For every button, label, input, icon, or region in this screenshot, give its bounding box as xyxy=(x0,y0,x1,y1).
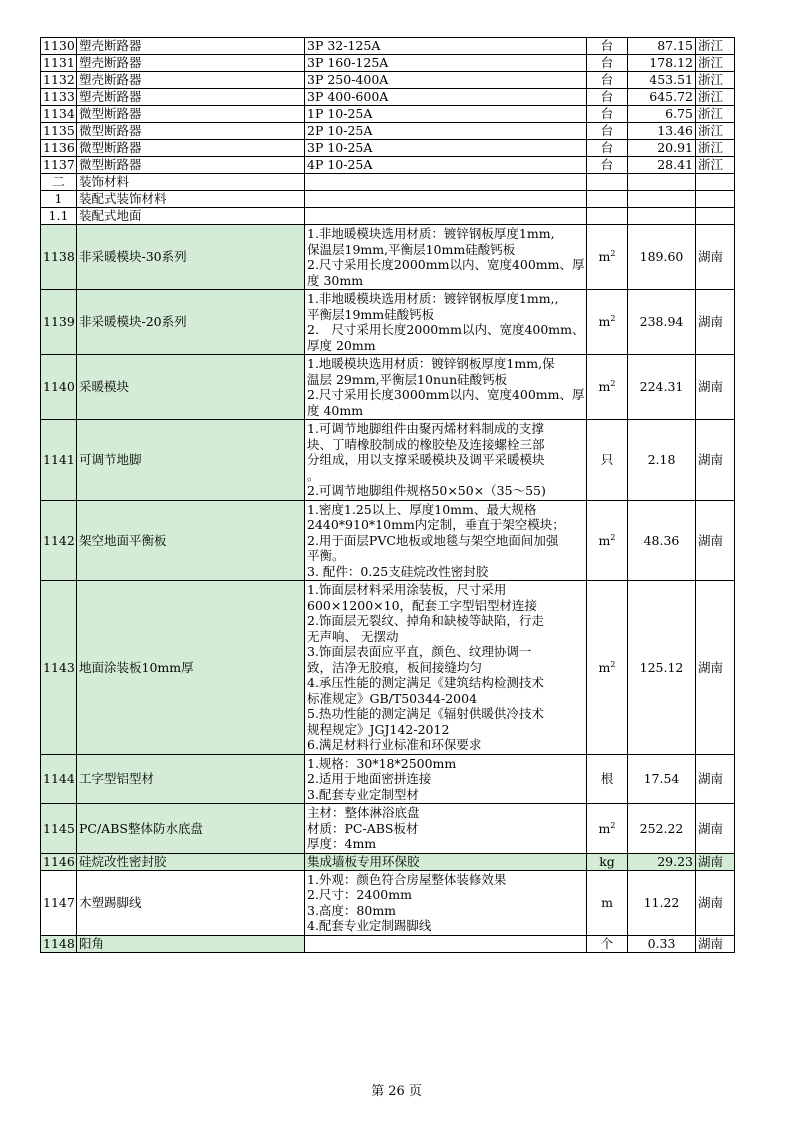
unit-exponent: 2 xyxy=(610,379,616,389)
row-spec xyxy=(305,420,587,501)
unit-exponent: 2 xyxy=(610,659,616,669)
spec-line: 2440*910*10mm内定制，垂直于架空模块； xyxy=(307,517,565,532)
spec-line: 保温层19mm,平衡层10mm硅酸钙板 xyxy=(307,241,516,257)
spec-line: 致，洁净无胶痕，板间接缝均匀 xyxy=(307,659,483,675)
row-name: 工字型铝型材 xyxy=(77,754,305,804)
row-spec xyxy=(305,500,587,581)
row-id: 1136 xyxy=(41,140,77,157)
row-price: 178.12 xyxy=(628,55,696,72)
row-origin: 湖南 xyxy=(696,420,735,501)
row-id: 1144 xyxy=(41,754,77,804)
table-row xyxy=(41,157,735,174)
row-origin: 湖南 xyxy=(696,290,735,355)
unit-text: m xyxy=(598,532,611,548)
row-spec: 4P 10-25A xyxy=(305,157,587,174)
row-origin: 湖南 xyxy=(696,870,735,935)
row-spec xyxy=(305,804,587,854)
row-price: 453.51 xyxy=(628,72,696,89)
spec-line: 2.可调节地脚组件规格50×50×（35〜55) xyxy=(307,483,546,498)
row-id: 1143 xyxy=(41,581,77,755)
row-price: 48.36 xyxy=(628,500,696,581)
unit-text: 只 xyxy=(600,452,614,467)
spec-line: 3. 配件：0.25支硅烷改性密封胶 xyxy=(307,563,489,579)
spec-line: 度 40mm xyxy=(307,402,364,418)
row-spec xyxy=(305,355,587,420)
table-row xyxy=(41,754,735,804)
table-row xyxy=(41,225,735,290)
table-row xyxy=(41,500,735,581)
table-row xyxy=(41,72,735,89)
row-price: 252.22 xyxy=(628,804,696,854)
spec-line: 4.配套专业定制踢脚线 xyxy=(307,918,432,933)
row-name: 非采暖模块-20系列 xyxy=(77,290,305,355)
section-number: 1 xyxy=(41,191,77,208)
unit-text: 根 xyxy=(600,771,614,786)
section-row xyxy=(41,174,735,191)
unit-exponent: 2 xyxy=(610,532,616,542)
row-price: 28.41 xyxy=(628,157,696,174)
row-price: 224.31 xyxy=(628,355,696,420)
row-origin: 浙江 xyxy=(696,89,735,106)
row-unit: 个 xyxy=(587,935,628,952)
row-origin: 湖南 xyxy=(696,804,735,854)
spec-line: 分组成，用以支撑采暖模块及调平采暖模块 xyxy=(307,452,545,467)
table-row xyxy=(41,140,735,157)
spec-line: 1.外观：颜色符合房屋整体装修效果 xyxy=(307,871,507,887)
spec-line: 2.适用于地面密拼连接 xyxy=(307,771,432,786)
section-title: 装饰材料 xyxy=(77,174,305,191)
spec-line: 平衡。 xyxy=(307,548,345,563)
section-number: 1.1 xyxy=(41,208,77,225)
row-spec: 1P 10-25A xyxy=(305,106,587,123)
table-row xyxy=(41,38,735,55)
row-name: 木塑踢脚线 xyxy=(77,870,305,935)
row-unit: 台 xyxy=(587,89,628,106)
row-id: 1133 xyxy=(41,89,77,106)
row-price: 29.23 xyxy=(628,853,696,870)
row-unit: 台 xyxy=(587,106,628,123)
row-unit xyxy=(587,581,628,755)
row-unit xyxy=(587,754,628,804)
table-row xyxy=(41,106,735,123)
spec-line: 标准规定》GB/T50344-2004 xyxy=(307,690,478,706)
row-unit: 台 xyxy=(587,157,628,174)
row-id: 1130 xyxy=(41,38,77,55)
table-row xyxy=(41,581,735,755)
row-price: 125.12 xyxy=(628,581,696,755)
row-id: 1138 xyxy=(41,225,77,290)
spec-line: 无声响、 无摆动 xyxy=(307,628,399,644)
row-unit: kg xyxy=(587,853,628,870)
row-unit: 台 xyxy=(587,72,628,89)
row-id: 1140 xyxy=(41,355,77,420)
row-spec: 3P 10-25A xyxy=(305,140,587,157)
row-id: 1148 xyxy=(41,935,77,952)
row-name: 硅烷改性密封胶 xyxy=(77,853,305,870)
unit-text: m xyxy=(598,314,611,330)
spec-line: 3.饰面层表面应平直，颜色、纹理协调一 xyxy=(307,644,532,659)
row-price: 6.75 xyxy=(628,106,696,123)
row-unit xyxy=(587,355,628,420)
row-name: 地面涂装板10mm厚 xyxy=(77,581,305,755)
table-row xyxy=(41,123,735,140)
unit-exponent: 2 xyxy=(610,249,616,259)
spec-line: 2.尺寸采用长度3000mm以内、宽度400mm、厚 xyxy=(307,387,585,402)
row-name: PC/ABS整体防水底盘 xyxy=(77,804,305,854)
row-name: 微型断路器 xyxy=(77,106,305,123)
unit-text: m xyxy=(598,820,611,836)
row-price: 0.33 xyxy=(628,935,696,952)
spec-line: 2.饰面层无裂纹、掉角和缺棱等缺陷，行走 xyxy=(307,613,544,628)
row-spec xyxy=(305,581,587,755)
spec-line: 块、丁晴橡胶制成的橡胶垫及连接螺栓三部 xyxy=(307,436,545,452)
spec-line: 4.承压性能的测定满足《建筑结构检测技术 xyxy=(307,675,544,690)
row-spec: 3P 250-400A xyxy=(305,72,587,89)
row-price: 645.72 xyxy=(628,89,696,106)
row-spec xyxy=(305,870,587,935)
row-origin: 湖南 xyxy=(696,581,735,755)
row-price: 2.18 xyxy=(628,420,696,501)
row-price: 11.22 xyxy=(628,870,696,935)
spec-line: 5.热功性能的测定满足《辐射供暖供冷技术 xyxy=(307,706,544,721)
row-spec: 3P 160-125A xyxy=(305,55,587,72)
row-id: 1142 xyxy=(41,500,77,581)
row-name: 微型断路器 xyxy=(77,140,305,157)
section-number: 二 xyxy=(41,174,77,191)
row-origin: 浙江 xyxy=(696,55,735,72)
section-row xyxy=(41,191,735,208)
row-id: 1132 xyxy=(41,72,77,89)
section-row xyxy=(41,208,735,225)
row-origin: 浙江 xyxy=(696,140,735,157)
unit-text: m xyxy=(598,659,611,675)
row-unit: m xyxy=(587,870,628,935)
spec-line: 1.非地暖模块选用材质：镀锌钢板厚度1mm, xyxy=(307,226,555,241)
spec-line: 3.配套专业定制型材 xyxy=(307,786,419,802)
page-number: 第 26 页 xyxy=(371,1084,422,1099)
table-row xyxy=(41,89,735,106)
row-unit xyxy=(587,225,628,290)
row-spec xyxy=(305,225,587,290)
spec-line: 温层 29mm,平衡层10nun硅酸钙板 xyxy=(307,371,508,387)
row-price: 238.94 xyxy=(628,290,696,355)
row-price: 87.15 xyxy=(628,38,696,55)
row-name: 塑壳断路器 xyxy=(77,38,305,55)
row-name: 架空地面平衡板 xyxy=(77,500,305,581)
row-id: 1145 xyxy=(41,804,77,854)
spec-line: 3.高度：80mm xyxy=(307,902,397,918)
row-origin: 湖南 xyxy=(696,225,735,290)
spec-line: 度 30mm xyxy=(307,272,364,288)
row-spec xyxy=(305,754,587,804)
spec-line: 2.尺寸采用长度2000mm以内、宽度400mm、厚 xyxy=(307,257,585,272)
row-name: 塑壳断路器 xyxy=(77,72,305,89)
table-row xyxy=(41,935,735,952)
spec-line: 1.非地暖模块选用材质：镀锌钢板厚度1mm,, xyxy=(307,291,559,306)
spec-line: 2. 尺寸采用长度2000mm以内、宽度400mm、 xyxy=(307,322,585,337)
row-name: 可调节地脚 xyxy=(77,420,305,501)
unit-text: m xyxy=(598,379,611,395)
spec-line: 厚度 20mm xyxy=(307,337,376,353)
row-name: 非采暖模块-30系列 xyxy=(77,225,305,290)
spec-line: 1.可调节地脚组件由聚丙烯材料制成的支撑 xyxy=(307,421,544,436)
section-title: 装配式地面 xyxy=(77,208,305,225)
spec-line: 主材：整体淋浴底盘 xyxy=(307,805,420,820)
row-unit: 台 xyxy=(587,55,628,72)
row-origin: 浙江 xyxy=(696,72,735,89)
unit-exponent: 2 xyxy=(610,820,616,830)
section-title: 装配式装饰材料 xyxy=(77,191,305,208)
row-unit xyxy=(587,420,628,501)
row-id: 1141 xyxy=(41,420,77,501)
row-origin: 湖南 xyxy=(696,935,735,952)
row-unit xyxy=(587,500,628,581)
row-spec: 2P 10-25A xyxy=(305,123,587,140)
row-id: 1137 xyxy=(41,157,77,174)
row-name: 塑壳断路器 xyxy=(77,89,305,106)
row-id: 1146 xyxy=(41,853,77,870)
row-origin: 湖南 xyxy=(696,754,735,804)
spec-line: 1.地暖模块选用材质：镀锌钢板厚度1mm,保 xyxy=(307,356,555,371)
row-id: 1131 xyxy=(41,55,77,72)
spec-line: 1.饰面层材料采用涂装板，尺寸采用 xyxy=(307,582,507,597)
row-id: 1139 xyxy=(41,290,77,355)
spec-line: 2.尺寸：2400mm xyxy=(307,887,412,902)
row-name: 采暖模块 xyxy=(77,355,305,420)
row-price: 189.60 xyxy=(628,225,696,290)
row-spec: 3P 32-125A xyxy=(305,38,587,55)
row-origin: 湖南 xyxy=(696,355,735,420)
spec-line: 600×1200×10，配套工字型铝型材连接 xyxy=(307,597,538,613)
row-price: 13.46 xyxy=(628,123,696,140)
table-row xyxy=(41,804,735,854)
table-row xyxy=(41,55,735,72)
row-spec: 集成墙板专用环保胶 xyxy=(305,853,587,870)
table-row xyxy=(41,870,735,935)
row-name: 微型断路器 xyxy=(77,123,305,140)
row-unit xyxy=(587,290,628,355)
row-spec xyxy=(305,935,587,952)
row-origin: 浙江 xyxy=(696,106,735,123)
row-id: 1134 xyxy=(41,106,77,123)
row-name: 微型断路器 xyxy=(77,157,305,174)
row-origin: 浙江 xyxy=(696,123,735,140)
row-spec xyxy=(305,290,587,355)
row-unit: 台 xyxy=(587,140,628,157)
row-id: 1135 xyxy=(41,123,77,140)
row-spec: 3P 400-600A xyxy=(305,89,587,106)
spec-line: 1.规格：30*18*2500mm xyxy=(307,755,457,771)
unit-exponent: 2 xyxy=(610,314,616,324)
spec-line: 规程规定》JGJ142-2012 xyxy=(307,721,450,737)
unit-text: m xyxy=(598,249,611,265)
row-price: 17.54 xyxy=(628,754,696,804)
table-row xyxy=(41,290,735,355)
spec-line: 。 xyxy=(307,467,320,483)
spec-line: 厚度：4mm xyxy=(307,836,377,851)
price-table xyxy=(40,37,735,953)
row-unit xyxy=(587,804,628,854)
spec-line: 平衡层19mm硅酸钙板 xyxy=(307,306,435,322)
row-price: 20.91 xyxy=(628,140,696,157)
table-row xyxy=(41,853,735,870)
spec-line: 1.密度1.25以上、厚度10mm、最大规格 xyxy=(307,501,537,517)
row-unit: 台 xyxy=(587,123,628,140)
row-origin: 浙江 xyxy=(696,157,735,174)
row-origin: 湖南 xyxy=(696,853,735,870)
spec-line: 材质：PC-ABS板材 xyxy=(307,820,419,836)
table-row xyxy=(41,420,735,501)
row-unit: 台 xyxy=(587,38,628,55)
spec-line: 6.满足材料行业标准和环保要求 xyxy=(307,737,482,752)
table-row xyxy=(41,355,735,420)
row-name: 阳角 xyxy=(77,935,305,952)
row-name: 塑壳断路器 xyxy=(77,55,305,72)
row-id: 1147 xyxy=(41,870,77,935)
row-origin: 浙江 xyxy=(696,38,735,55)
row-origin: 湖南 xyxy=(696,500,735,581)
spec-line: 2.用于面层PVC地板或地毯与架空地面间加强 xyxy=(307,532,559,548)
